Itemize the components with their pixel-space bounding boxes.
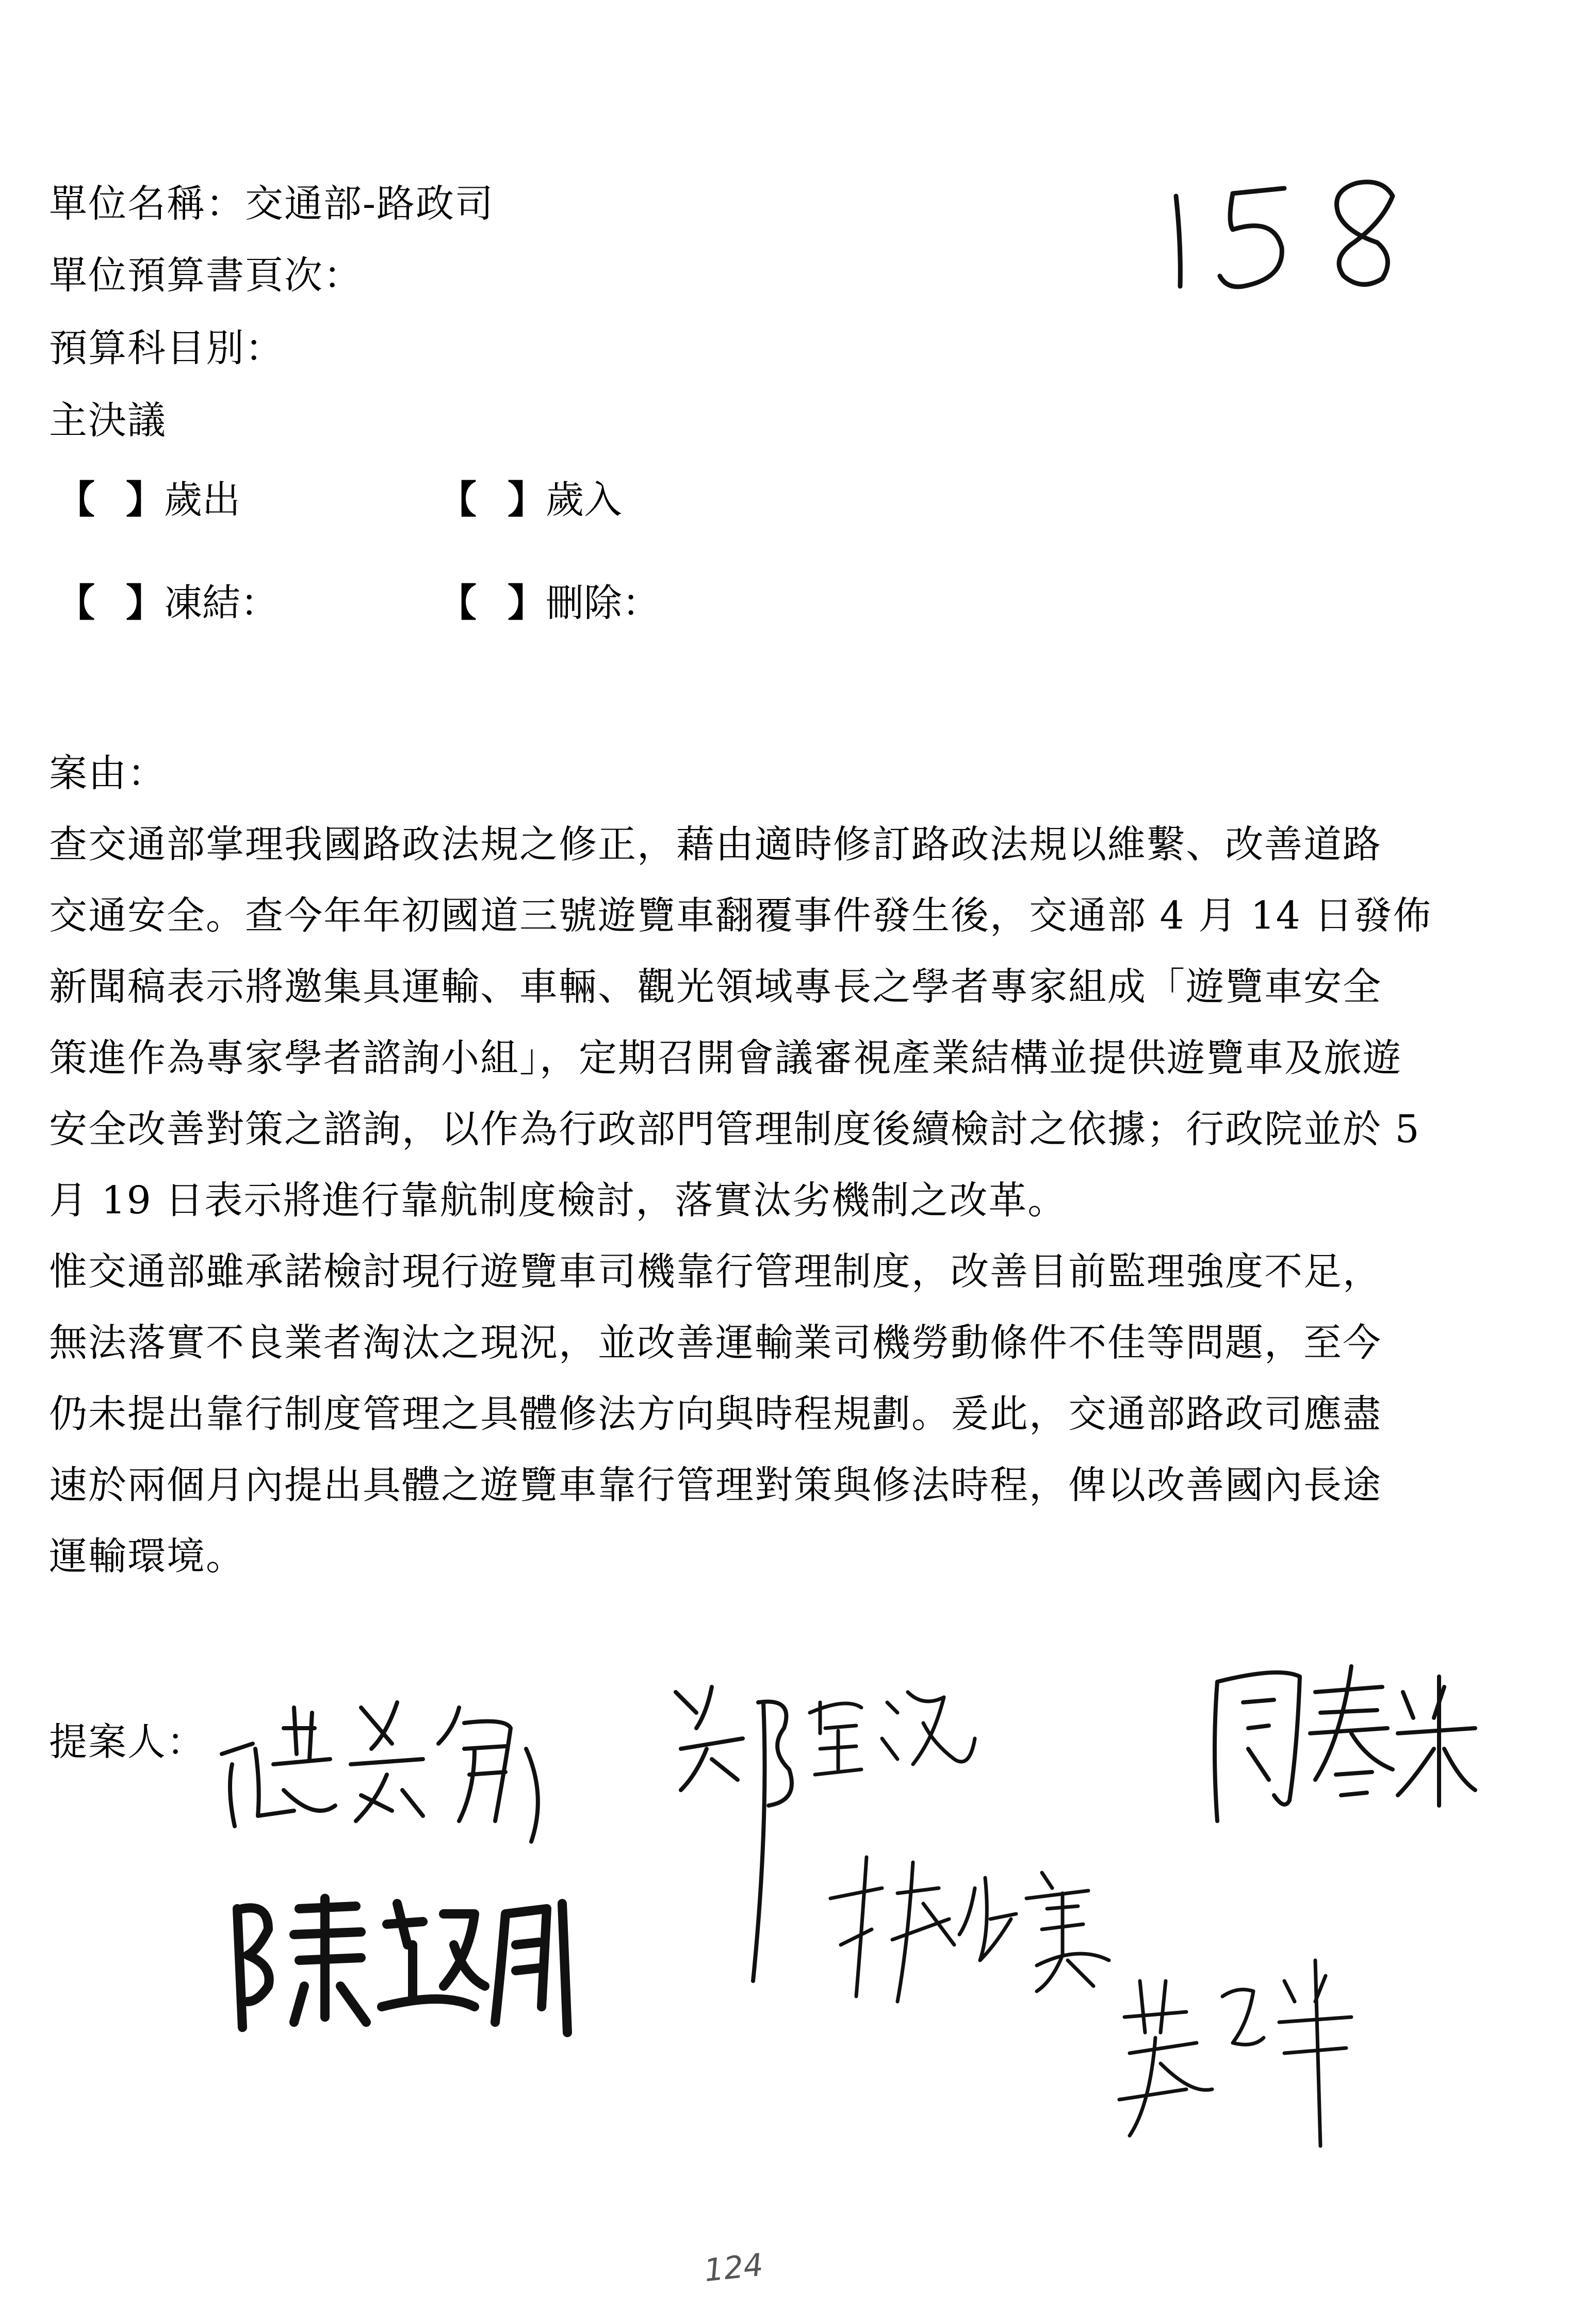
reason-line: 安全改善對策之諮詢，以作為行政部門管理制度後續檢討之依據；行政院並於 5 <box>49 1107 1420 1151</box>
handwritten-158-drawing <box>1166 165 1413 299</box>
bracket-open: 【 <box>438 581 477 625</box>
reason-line: 月 19 日表示將進行靠航制度檢討，落實汰劣機制之改革。 <box>49 1178 1067 1223</box>
option-freeze <box>57 581 279 625</box>
signature-1 <box>217 1687 578 1859</box>
bracket-open: 【 <box>438 478 477 522</box>
bracket-close: 】 <box>126 478 164 522</box>
reason-line: 新聞稿表示將邀集具運輸、車輛、觀光領域專長之學者專家組成「遊覽車安全 <box>49 965 1382 1009</box>
option-label: 歲入 <box>546 478 622 522</box>
option-label: 凍結： <box>164 581 279 625</box>
option-label: 歲出 <box>164 478 240 522</box>
bracket-close: 】 <box>508 478 546 522</box>
option-expenditure <box>57 478 240 522</box>
reason-line: 惟交通部雖承諾檢討現行遊覽車司機靠行管理制度，改善目前監理強度不足， <box>49 1249 1382 1294</box>
signature-4 <box>227 1883 598 2040</box>
reason-line: 交通安全。查今年年初國道三號遊覽車翻覆事件發生後，交通部 4 月 14 日發佈 <box>49 893 1432 938</box>
reason-line: 無法落實不良業者淘汰之現況，並改善運輸業司機勞動條件不佳等問題，至今 <box>49 1321 1382 1365</box>
handwritten-page-number <box>1166 165 1413 301</box>
bracket-close: 】 <box>508 581 546 625</box>
reason-line: 查交通部掌理我國路政法規之修正，藉由適時修訂路政法規以維繫、改善道路 <box>49 822 1382 867</box>
unit-name: 單位名稱：交通部-路政司 <box>49 182 495 226</box>
reason-line: 速於兩個月內提出具體之遊覽車靠行管理對策與修法時程，俾以改善國內長途 <box>49 1463 1382 1507</box>
signature-6 <box>1109 1940 1377 2158</box>
budget-page: 單位預算書頁次： <box>49 253 363 298</box>
option-label: 刪除： <box>546 581 660 625</box>
signature-drawing <box>217 1687 578 1857</box>
bracket-open: 【 <box>57 581 95 625</box>
main-resolution: 主決議 <box>49 398 167 443</box>
signature-drawing <box>227 1883 598 2038</box>
proposer-label: 提案人： <box>49 1720 206 1764</box>
budget-item: 預算科目別： <box>49 326 284 370</box>
signature-drawing <box>1197 1646 1485 1831</box>
reason-line: 策進作為專家學者諮詢小組」，定期召開會議審視產業結構並提供遊覽車及旅遊 <box>49 1036 1402 1080</box>
bracket-close: 】 <box>126 581 164 625</box>
svg-text:124: 124 <box>702 2247 765 2289</box>
signature-drawing <box>1109 1940 1377 2156</box>
signature-3 <box>1197 1646 1485 1833</box>
footer-page-mark <box>699 2241 792 2290</box>
reason-heading: 案由： <box>49 751 167 795</box>
reason-line: 運輸環境。 <box>49 1534 245 1579</box>
footer-page-mark-drawing <box>699 2241 792 2288</box>
reason-line: 仍未提出靠行制度管理之具體修法方向與時程規劃。爰此，交通部路政司應盡 <box>49 1392 1382 1436</box>
option-delete <box>438 581 660 625</box>
option-revenue <box>438 478 622 522</box>
bracket-open: 【 <box>57 478 95 522</box>
